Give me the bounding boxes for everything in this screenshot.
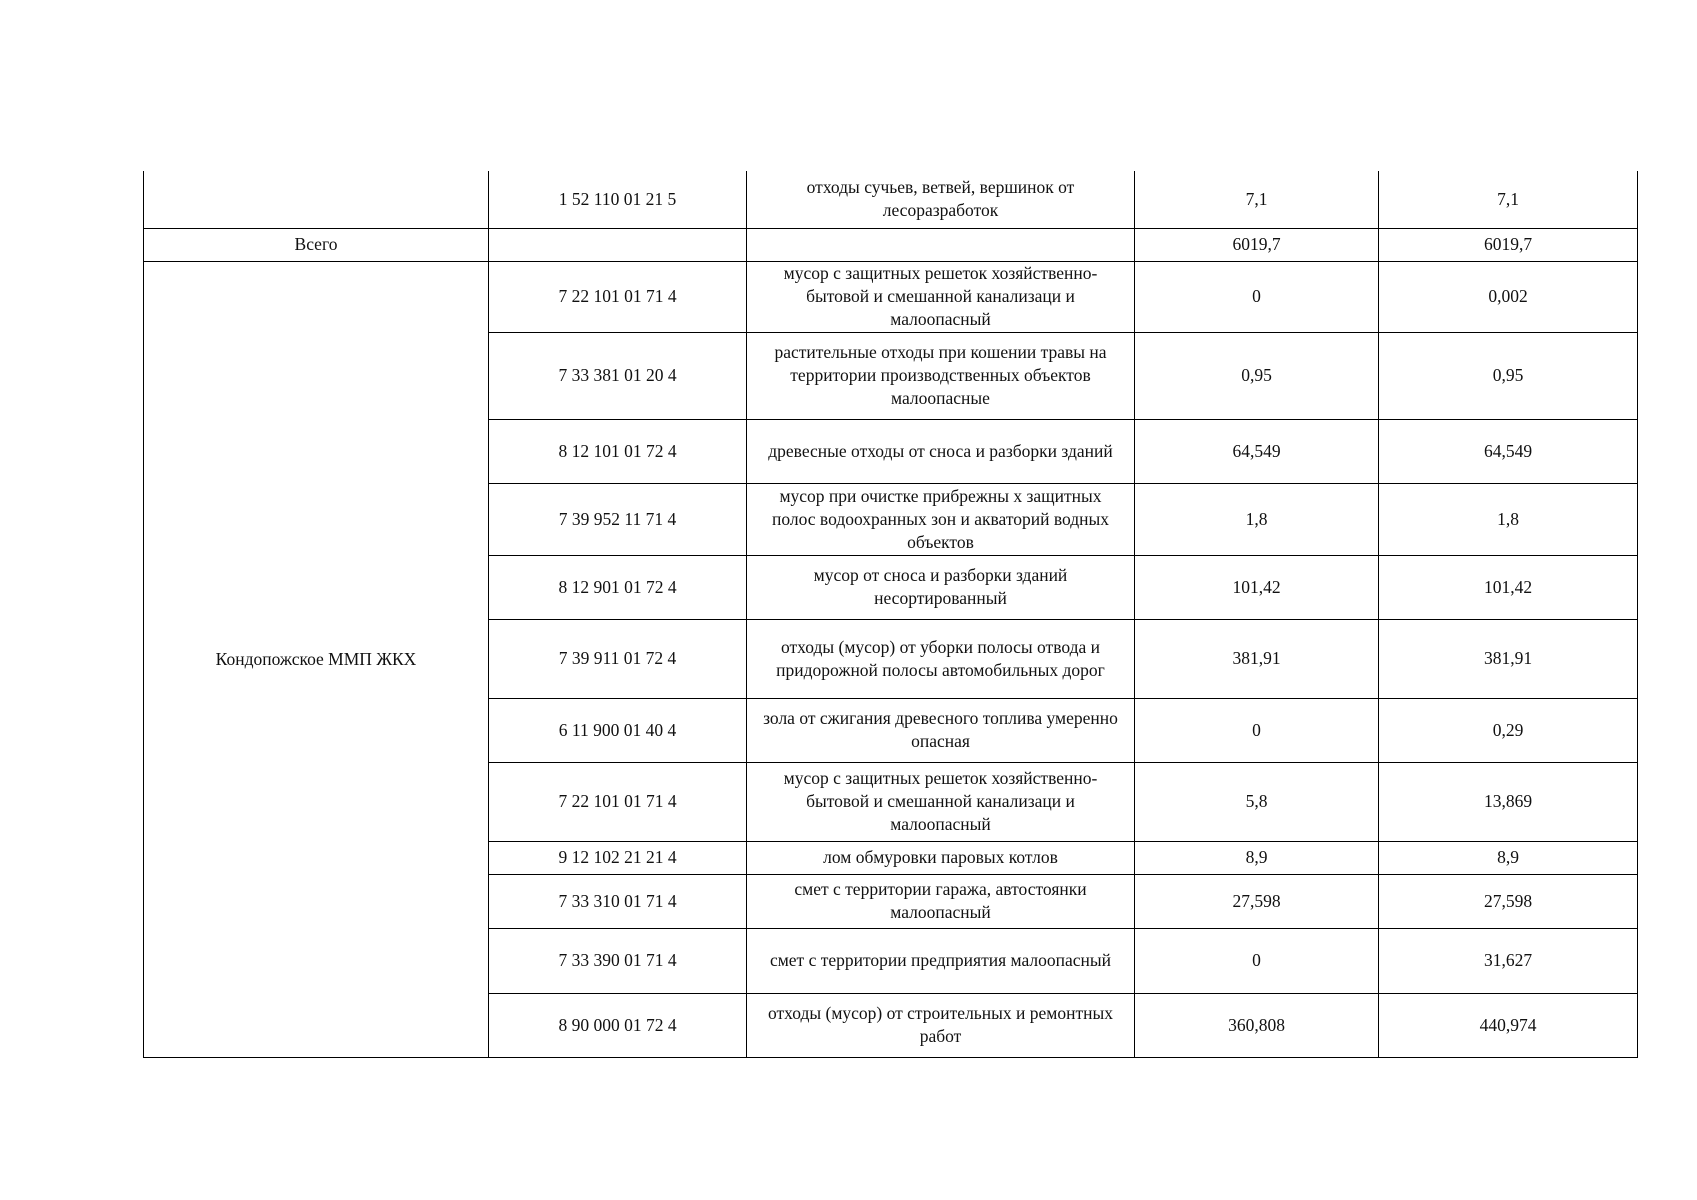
waste-name-cell: отходы (мусор) от строительных и ремонтных работ (747, 993, 1135, 1057)
value-1-cell: 5,8 (1135, 762, 1379, 841)
value-2-cell: 13,869 (1379, 762, 1638, 841)
value-2-cell: 440,974 (1379, 993, 1638, 1057)
total-label-cell: Всего (144, 228, 489, 261)
value-2-cell: 31,627 (1379, 928, 1638, 993)
waste-code-cell: 8 12 901 01 72 4 (489, 555, 747, 619)
value-2-cell: 27,598 (1379, 874, 1638, 928)
value-2-cell: 64,549 (1379, 419, 1638, 483)
waste-code-cell: 7 33 381 01 20 4 (489, 332, 747, 419)
waste-code-cell: 7 39 911 01 72 4 (489, 619, 747, 698)
waste-name-cell: мусор при очистке прибрежны х защитных полос водоохранных зон и акваторий водных объектов (747, 483, 1135, 555)
total-code-cell (489, 228, 747, 261)
waste-code-cell: 9 12 102 21 21 4 (489, 841, 747, 874)
table-row (144, 261, 1638, 332)
waste-code-cell: 6 11 900 01 40 4 (489, 698, 747, 762)
waste-name-cell: отходы (мусор) от уборки полосы отвода и придорожной полосы автомобильных дорог (747, 619, 1135, 698)
value-2-cell: 7,1 (1379, 171, 1638, 228)
waste-name-cell: мусор от сноса и разборки зданий несортированный (747, 555, 1135, 619)
waste-code-cell: 7 33 390 01 71 4 (489, 928, 747, 993)
value-1-cell: 101,42 (1135, 555, 1379, 619)
waste-code-cell: 7 39 952 11 71 4 (489, 483, 747, 555)
waste-table-body (144, 171, 1638, 1057)
waste-name-cell: мусор с защитных решеток хозяйственно-бытовой и смешанной канализаци и малоопасный (747, 762, 1135, 841)
value-1-cell: 360,808 (1135, 993, 1379, 1057)
value-1-cell: 1,8 (1135, 483, 1379, 555)
total-value-1-cell: 6019,7 (1135, 228, 1379, 261)
organization-cell: Кондопожское ММП ЖКХ (144, 261, 489, 1057)
value-1-cell: 64,549 (1135, 419, 1379, 483)
value-2-cell: 1,8 (1379, 483, 1638, 555)
waste-name-cell: мусор с защитных решеток хозяйственно-бытовой и смешанной канализаци и малоопасный (747, 261, 1135, 332)
org-cell (144, 171, 489, 228)
value-2-cell: 0,29 (1379, 698, 1638, 762)
value-1-cell: 0 (1135, 928, 1379, 993)
table-row (144, 171, 1638, 228)
value-1-cell: 0 (1135, 698, 1379, 762)
waste-name-cell: зола от сжигания древесного топлива умеренно опасная (747, 698, 1135, 762)
waste-name-cell: отходы сучьев, ветвей, вершинок от лесоразработок (747, 171, 1135, 228)
value-2-cell: 0,95 (1379, 332, 1638, 419)
value-2-cell: 101,42 (1379, 555, 1638, 619)
waste-name-cell: растительные отходы при кошении травы на территории производственных объектов малоопасные (747, 332, 1135, 419)
waste-code-cell: 7 22 101 01 71 4 (489, 762, 747, 841)
waste-name-cell: лом обмуровки паровых котлов (747, 841, 1135, 874)
value-2-cell: 0,002 (1379, 261, 1638, 332)
total-name-cell (747, 228, 1135, 261)
value-1-cell: 0 (1135, 261, 1379, 332)
value-1-cell: 8,9 (1135, 841, 1379, 874)
waste-table (143, 171, 1638, 1058)
value-2-cell: 8,9 (1379, 841, 1638, 874)
waste-code-cell: 1 52 110 01 21 5 (489, 171, 747, 228)
total-row (144, 228, 1638, 261)
value-1-cell: 381,91 (1135, 619, 1379, 698)
waste-code-cell: 8 12 101 01 72 4 (489, 419, 747, 483)
waste-name-cell: смет с территории гаража, автостоянки малоопасный (747, 874, 1135, 928)
waste-name-cell: смет с территории предприятия малоопасный (747, 928, 1135, 993)
value-1-cell: 7,1 (1135, 171, 1379, 228)
value-1-cell: 0,95 (1135, 332, 1379, 419)
waste-name-cell: древесные отходы от сноса и разборки зданий (747, 419, 1135, 483)
total-value-2-cell: 6019,7 (1379, 228, 1638, 261)
waste-code-cell: 7 22 101 01 71 4 (489, 261, 747, 332)
value-2-cell: 381,91 (1379, 619, 1638, 698)
waste-code-cell: 8 90 000 01 72 4 (489, 993, 747, 1057)
waste-code-cell: 7 33 310 01 71 4 (489, 874, 747, 928)
value-1-cell: 27,598 (1135, 874, 1379, 928)
